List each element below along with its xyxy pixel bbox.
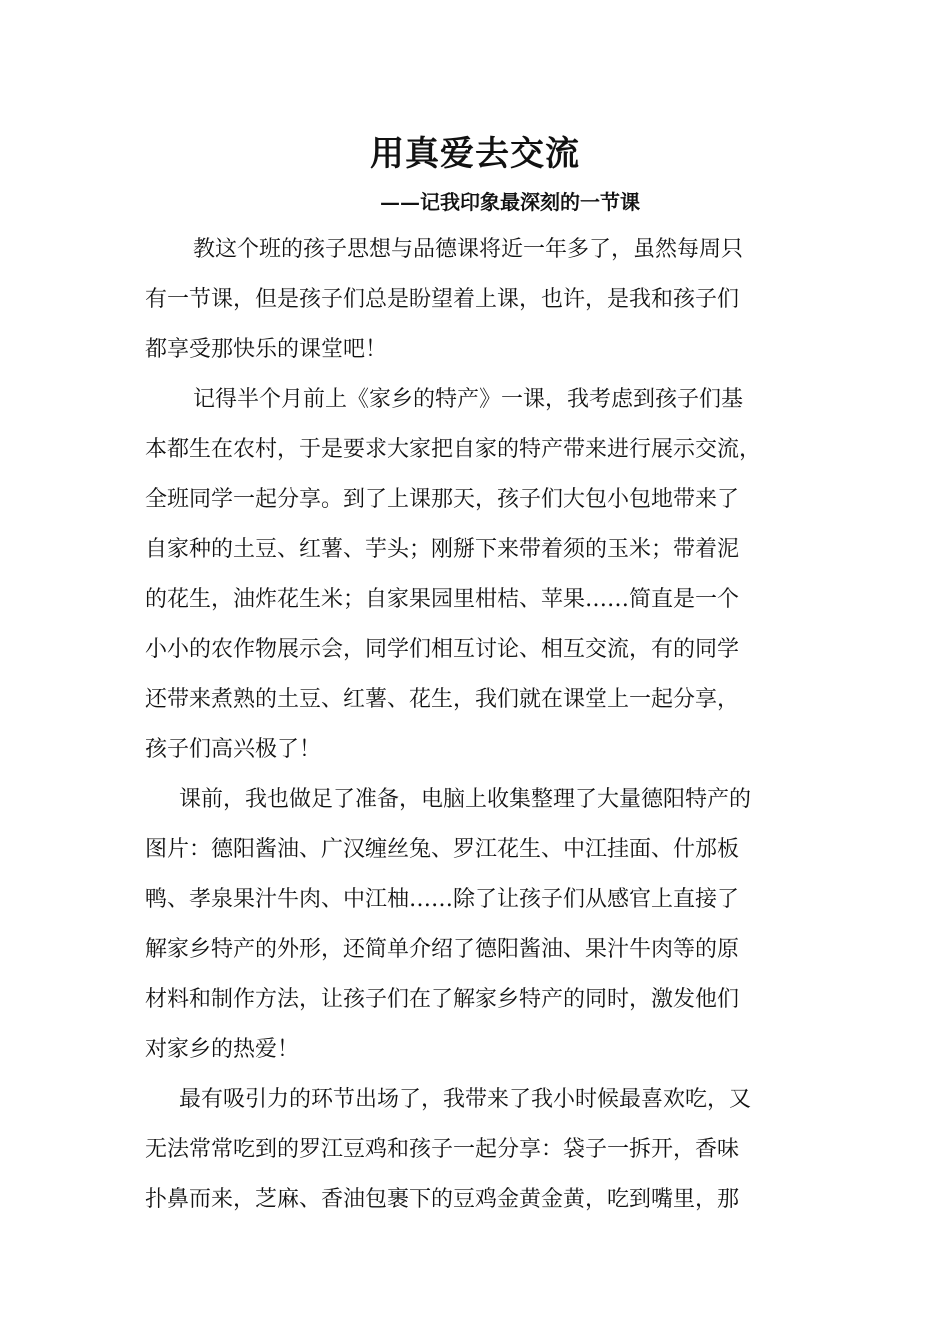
text-line: 本都生在农村，于是要求大家把自家的特产带来进行展示交流，	[145, 437, 762, 462]
document-subtitle: ——记我印象最深刻的一节课	[380, 190, 640, 214]
text-line: 都享受那快乐的课堂吧！	[145, 337, 388, 362]
text-line: 无法常常吃到的罗江豆鸡和孩子一起分享：袋子一拆开，香味	[145, 1137, 740, 1162]
text-line: 对家乡的热爱！	[145, 1037, 300, 1062]
text-line: 小小的农作物展示会，同学们相互讨论、相互交流，有的同学	[145, 637, 740, 662]
text-line: 的花生，油炸花生米；自家果园里柑桔、苹果……简直是一个	[145, 587, 740, 612]
text-line: 还带来煮熟的土豆、红薯、花生，我们就在课堂上一起分享，	[145, 687, 740, 712]
text-line: 记得半个月前上《家乡的特产》一课，我考虑到孩子们基	[193, 387, 744, 412]
text-line: 扑鼻而来，芝麻、香油包裹下的豆鸡金黄金黄，吃到嘴里，那	[145, 1187, 740, 1212]
text-line: 课前，我也做足了准备，电脑上收集整理了大量德阳特产的	[179, 787, 752, 812]
text-line: 最有吸引力的环节出场了，我带来了我小时候最喜欢吃，又	[179, 1087, 752, 1112]
text-line: 教这个班的孩子思想与品德课将近一年多了，虽然每周只	[193, 237, 744, 262]
text-line: 解家乡特产的外形，还简单介绍了德阳酱油、果汁牛肉等的原	[145, 937, 740, 962]
document-title: 用真爱去交流	[370, 134, 580, 174]
text-line: 鸭、孝泉果汁牛肉、中江柚……除了让孩子们从感官上直接了	[145, 887, 740, 912]
text-line: 自家种的土豆、红薯、芋头；刚掰下来带着须的玉米；带着泥	[145, 537, 740, 562]
text-line: 材料和制作方法，让孩子们在了解家乡特产的同时，激发他们	[145, 987, 740, 1012]
text-line: 全班同学一起分享。到了上课那天，孩子们大包小包地带来了	[145, 487, 740, 512]
text-line: 孩子们高兴极了！	[145, 737, 322, 762]
text-line: 有一节课，但是孩子们总是盼望着上课，也许，是我和孩子们	[145, 287, 740, 312]
text-line: 图片：德阳酱油、广汉缠丝兔、罗江花生、中江挂面、什邡板	[145, 837, 740, 862]
